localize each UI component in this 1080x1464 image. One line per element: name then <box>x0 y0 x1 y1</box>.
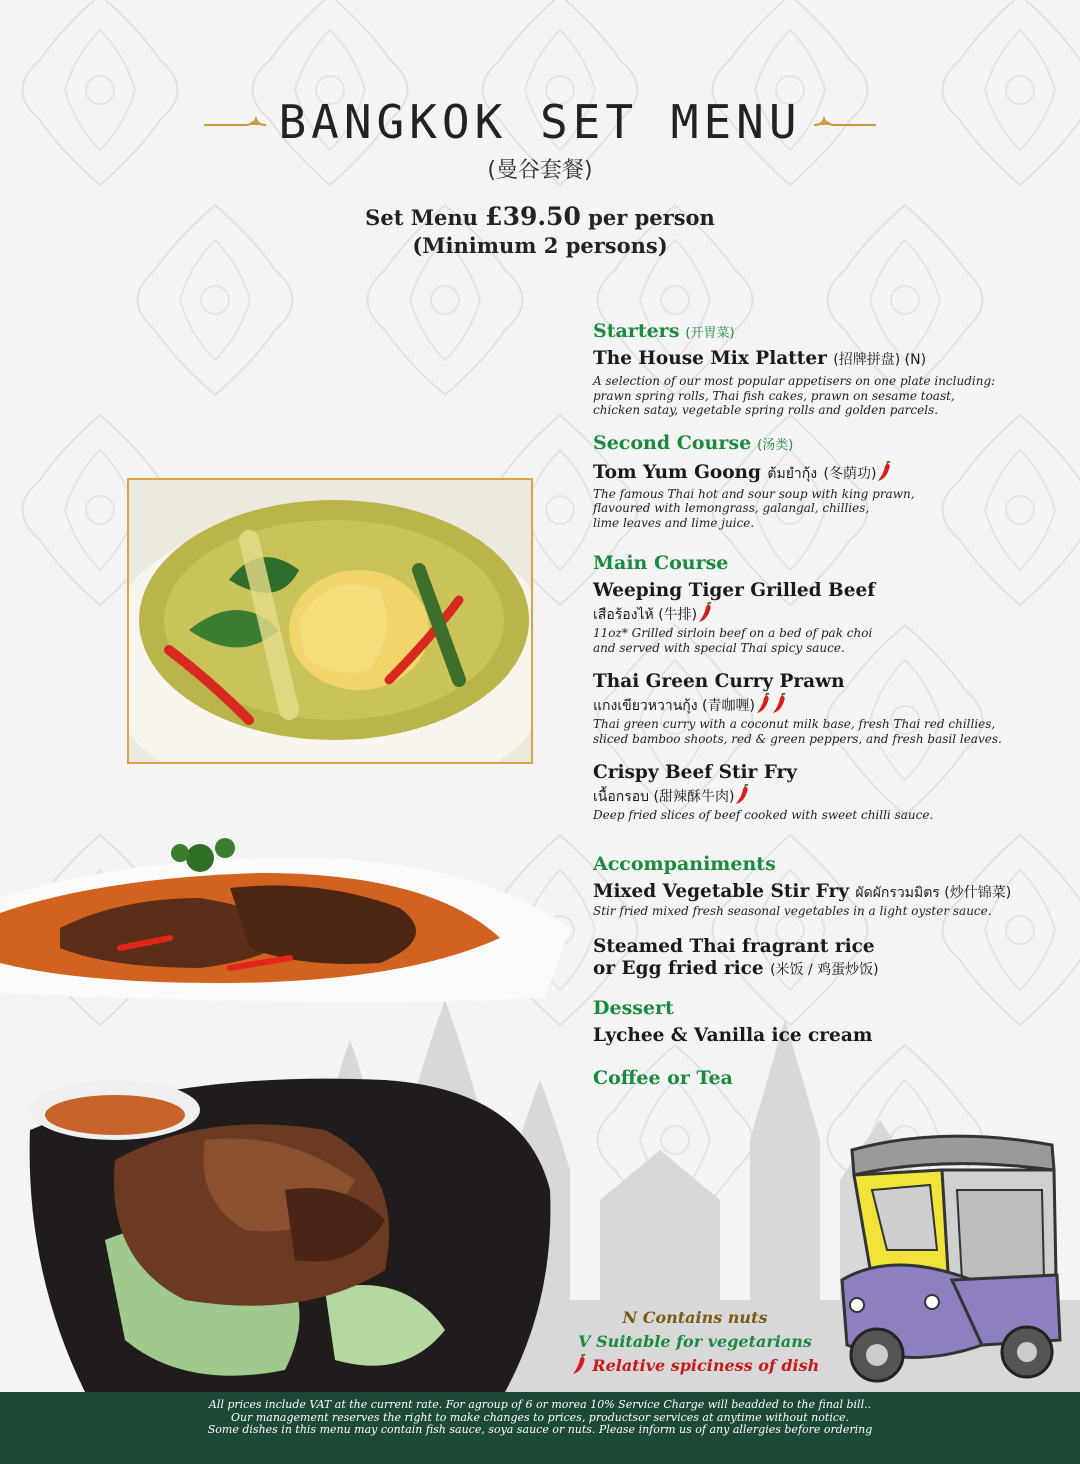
section-dessert <box>593 997 1063 1019</box>
dish-name-line2: or Egg fried rice <box>593 958 764 979</box>
section-label: Coffee or Tea <box>593 1067 733 1089</box>
section-label: Accompaniments <box>593 852 776 875</box>
dish-house-mix-platter <box>593 348 1063 371</box>
footer-notice <box>0 1392 1080 1464</box>
desc-line: The famous Thai hot and sour soup with king prawn, <box>593 486 915 501</box>
grilled-beef-photo <box>25 1070 555 1392</box>
legend-vegetarian: V Suitable for vegetarians <box>578 1332 812 1351</box>
green-curry-photo <box>127 478 533 764</box>
section-main-course <box>593 552 1063 574</box>
section-label-cn: (开胃菜) <box>685 326 735 341</box>
dish-name: Thai Green Curry Prawn <box>593 671 845 692</box>
dish-name: Mixed Vegetable Stir Fry <box>593 880 849 902</box>
dish-description <box>593 487 1063 531</box>
dish-weeping-tiger <box>593 580 1063 626</box>
section-second-course <box>593 432 1063 454</box>
section-label-cn: (汤类) <box>757 437 794 453</box>
dish-crispy-beef <box>593 762 1063 808</box>
dish-tom-yum-goong <box>593 461 1063 485</box>
dish-mixed-veg <box>593 881 1063 904</box>
dish-green-curry-prawn <box>593 671 1063 717</box>
dish-description <box>593 808 1063 823</box>
dish-lychee-ice-cream: Lychee & Vanilla ice cream <box>593 1025 873 1046</box>
dish-description <box>593 374 1063 418</box>
dish-description <box>593 717 1063 746</box>
chili-icon <box>697 602 713 624</box>
section-label: Starters <box>593 320 680 342</box>
price-line <box>0 202 1080 231</box>
dish-sub-row <box>593 693 1063 717</box>
dish-name-sub: เนื้อกรอบ (甜辣酥牛肉) <box>593 789 735 805</box>
legend-spicy: Relative spiciness of dish <box>592 1356 820 1375</box>
chili-icon <box>755 693 771 715</box>
menu-header <box>0 95 1080 258</box>
chili-icon <box>771 693 787 715</box>
section-label: Main Course <box>593 552 729 574</box>
dish-description: Stir fried mixed fresh seasonal vegetables in a light oyster sauce. <box>593 903 992 918</box>
title-flourish-icon <box>814 115 876 129</box>
dish-name-line1: Steamed Thai fragrant rice <box>593 936 875 957</box>
dish-sub-row <box>593 602 1063 626</box>
desc-line: Deep fried slices of beef cooked with sweet chilli sauce. <box>593 808 934 822</box>
dish-name: Tom Yum Goong <box>593 461 761 483</box>
section-accompaniments <box>593 853 1063 875</box>
legend <box>560 1306 830 1378</box>
dish-description <box>593 626 1063 655</box>
section-label: Second Course <box>593 431 752 454</box>
dish-name-cn: (招牌拼盘) (N) <box>833 352 927 368</box>
desc-line: 11oz* Grilled sirloin beef on a bed of pak choi <box>593 626 873 640</box>
dish-name-sub: เสือร้องไห้ (牛排) <box>593 607 698 623</box>
dish-name-thai: ต้มยำกุ้ง <box>767 465 818 482</box>
legend-spicy-row <box>560 1354 830 1378</box>
dish-name-cn: (冬荫功) <box>823 465 877 482</box>
price-suffix: per person <box>588 205 715 230</box>
dish-name: Crispy Beef Stir Fry <box>593 762 798 783</box>
legend-nuts: N Contains nuts <box>622 1308 768 1327</box>
menu-list <box>593 320 1063 1089</box>
dish-name-sub: แกงเขียวหวานกุ้ง (青咖喱) <box>593 698 755 714</box>
minimum-persons: (Minimum 2 persons) <box>412 233 668 258</box>
dish-rice <box>593 936 1063 981</box>
crispy-beef-photo <box>0 818 570 1008</box>
footer-line: Our management reserves the right to make changes to prices, productsor services at anytime without notice. <box>231 1410 849 1424</box>
desc-line: prawn spring rolls, Thai fish cakes, prawn on sesame toast, <box>593 388 955 403</box>
chili-icon <box>734 784 750 806</box>
title-flourish-icon <box>204 115 266 129</box>
desc-line: lime leaves and lime juice. <box>593 515 755 530</box>
price-prefix: Set Menu <box>365 205 478 230</box>
desc-line: flavoured with lemongrass, galangal, chillies, <box>593 501 870 515</box>
desc-line: sliced bamboo shoots, red & green peppers, and fresh basil leaves. <box>593 731 1002 746</box>
dish-sub-row <box>593 784 1063 808</box>
section-starters <box>593 320 1063 342</box>
dish-name-cn: (米饭 / 鸡蛋炒饭) <box>770 962 879 978</box>
desc-line: and served with special Thai spicy sauce. <box>593 640 845 655</box>
chili-icon <box>571 1354 587 1376</box>
price-amount: £39.50 <box>485 202 581 231</box>
page-title: BANGKOK SET MENU <box>278 95 802 149</box>
dish-name-sub: ผัดผักรวมมิตร (炒什锦菜) <box>855 884 1012 901</box>
dish-name: Weeping Tiger Grilled Beef <box>593 580 876 601</box>
footer-line: Some dishes in this menu may contain fish sauce, soya sauce or nuts. Please inform us of any allergies before ordering <box>207 1423 873 1436</box>
desc-line: Thai green curry with a coconut milk base, fresh Thai red chillies, <box>593 717 996 731</box>
section-label: Dessert <box>593 997 674 1019</box>
desc-line: A selection of our most popular appetisers on one plate including: <box>593 374 996 388</box>
tuktuk-illustration <box>832 1130 1062 1390</box>
desc-line: chicken satay, vegetable spring rolls and golden parcels. <box>593 403 939 417</box>
footer-line: All prices include VAT at the current rate. For agroup of 6 or morea 10% Service Charge will beadded to the final bill.. <box>208 1398 872 1411</box>
page-subtitle: (曼谷套餐) <box>487 158 593 183</box>
dish-name-line2-row <box>593 958 1063 981</box>
dish-name: The House Mix Platter <box>593 348 827 369</box>
chili-icon <box>876 461 892 483</box>
section-coffee-tea <box>593 1067 1063 1089</box>
